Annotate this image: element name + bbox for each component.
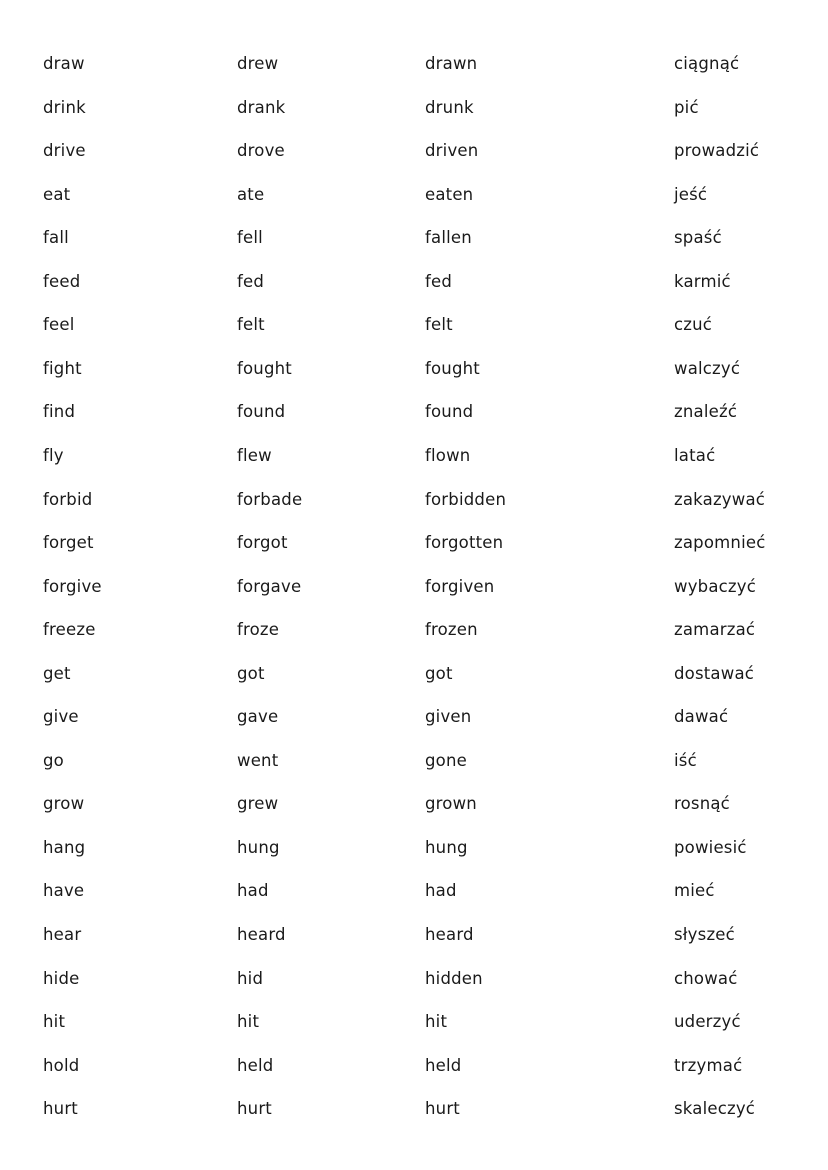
- past-participle: given: [425, 707, 472, 727]
- verb-row: [0, 925, 828, 955]
- verb-row: [0, 838, 828, 868]
- past-simple: forgot: [237, 533, 288, 552]
- past-participle: gone: [425, 750, 467, 770]
- polish-translation: powiesić: [674, 837, 747, 857]
- verb-row: [0, 664, 828, 694]
- base-form: hurt: [43, 1099, 78, 1119]
- base-form: forget: [43, 533, 94, 552]
- base-form: forgive: [43, 576, 102, 596]
- base-form: get: [43, 663, 71, 683]
- base-form: have: [43, 881, 85, 901]
- base-form: hold: [43, 1055, 80, 1075]
- polish-translation: zamarzać: [674, 620, 756, 640]
- past-participle: eaten: [425, 184, 474, 204]
- past-participle: hurt: [425, 1099, 460, 1119]
- past-participle: hit: [425, 1012, 448, 1032]
- verb-row: [0, 359, 828, 389]
- polish-translation: mieć: [674, 881, 715, 901]
- past-participle: hung: [425, 837, 468, 857]
- past-simple: hid: [237, 968, 264, 988]
- verb-row: [0, 315, 828, 345]
- past-simple: drew: [237, 54, 279, 73]
- base-form: forbid: [43, 489, 93, 509]
- verb-row: [0, 969, 828, 999]
- past-participle: heard: [425, 925, 474, 944]
- polish-translation: rosnąć: [674, 794, 730, 814]
- polish-translation: iść: [674, 750, 697, 770]
- past-participle: forbidden: [425, 489, 507, 509]
- polish-translation: skaleczyć: [674, 1099, 756, 1119]
- verb-row: [0, 402, 828, 432]
- polish-translation: ciągnąć: [674, 54, 740, 73]
- polish-translation: trzymać: [674, 1055, 743, 1075]
- past-simple: heard: [237, 925, 286, 944]
- past-simple: fell: [237, 228, 263, 248]
- base-form: fight: [43, 358, 82, 378]
- base-form: freeze: [43, 620, 96, 640]
- base-form: feel: [43, 315, 75, 335]
- polish-translation: dostawać: [674, 663, 755, 683]
- past-simple: flew: [237, 445, 272, 465]
- base-form: drive: [43, 141, 86, 161]
- verb-row: [0, 228, 828, 258]
- base-form: give: [43, 707, 79, 727]
- polish-translation: wybaczyć: [674, 576, 757, 596]
- base-form: find: [43, 402, 76, 422]
- verb-row: [0, 533, 828, 563]
- past-simple: found: [237, 402, 286, 422]
- base-form: hide: [43, 968, 80, 988]
- past-simple: ate: [237, 184, 265, 204]
- verb-row: [0, 272, 828, 302]
- past-simple: froze: [237, 620, 280, 640]
- past-participle: fallen: [425, 228, 472, 248]
- polish-translation: znaleźć: [674, 402, 738, 422]
- verb-row: [0, 1056, 828, 1086]
- base-form: drink: [43, 97, 86, 117]
- past-simple: hit: [237, 1012, 260, 1032]
- past-simple: went: [237, 750, 279, 770]
- past-participle: flown: [425, 445, 471, 465]
- polish-translation: spaść: [674, 228, 722, 248]
- past-simple: drank: [237, 97, 286, 117]
- polish-translation: latać: [674, 445, 716, 465]
- base-form: go: [43, 750, 64, 770]
- past-simple: hurt: [237, 1099, 272, 1119]
- past-participle: drawn: [425, 54, 478, 73]
- past-simple: held: [237, 1055, 274, 1075]
- base-form: fly: [43, 445, 64, 465]
- verb-row: [0, 490, 828, 520]
- base-form: eat: [43, 184, 71, 204]
- polish-translation: zakazywać: [674, 489, 766, 509]
- past-simple: forbade: [237, 489, 303, 509]
- past-participle: frozen: [425, 620, 478, 640]
- polish-translation: zapomnieć: [674, 533, 766, 552]
- past-participle: fed: [425, 271, 453, 291]
- verb-row: [0, 1099, 828, 1129]
- polish-translation: karmić: [674, 271, 731, 291]
- past-participle: forgotten: [425, 533, 504, 552]
- base-form: fall: [43, 228, 69, 248]
- base-form: feed: [43, 271, 81, 291]
- base-form: draw: [43, 54, 85, 73]
- past-simple: drove: [237, 141, 285, 161]
- past-simple: forgave: [237, 576, 302, 596]
- base-form: grow: [43, 794, 85, 814]
- past-participle: held: [425, 1055, 462, 1075]
- polish-translation: pić: [674, 97, 699, 117]
- past-simple: fought: [237, 358, 292, 378]
- verb-row: [0, 794, 828, 824]
- verb-row: [0, 98, 828, 128]
- past-participle: found: [425, 402, 474, 422]
- polish-translation: dawać: [674, 707, 729, 727]
- verb-row: [0, 577, 828, 607]
- polish-translation: walczyć: [674, 358, 741, 378]
- past-participle: grown: [425, 794, 477, 814]
- verb-row: [0, 54, 828, 84]
- base-form: hang: [43, 837, 86, 857]
- past-simple: got: [237, 663, 265, 683]
- base-form: hear: [43, 925, 82, 944]
- verb-row: [0, 707, 828, 737]
- past-participle: driven: [425, 141, 479, 161]
- past-participle: had: [425, 881, 457, 901]
- polish-translation: chować: [674, 968, 738, 988]
- past-simple: fed: [237, 271, 265, 291]
- polish-translation: jeść: [674, 184, 708, 204]
- verb-row: [0, 751, 828, 781]
- past-participle: fought: [425, 358, 480, 378]
- polish-translation: słyszeć: [674, 925, 735, 944]
- past-simple: felt: [237, 315, 265, 335]
- verb-row: [0, 141, 828, 171]
- past-participle: forgiven: [425, 576, 495, 596]
- verb-row: [0, 1012, 828, 1042]
- past-simple: hung: [237, 837, 280, 857]
- verb-row: [0, 185, 828, 215]
- verb-row: [0, 881, 828, 911]
- polish-translation: czuć: [674, 315, 713, 335]
- past-participle: hidden: [425, 968, 483, 988]
- polish-translation: uderzyć: [674, 1012, 741, 1032]
- past-participle: drunk: [425, 97, 474, 117]
- polish-translation: prowadzić: [674, 141, 760, 161]
- past-simple: had: [237, 881, 269, 901]
- past-simple: grew: [237, 794, 279, 814]
- verb-row: [0, 620, 828, 650]
- past-participle: got: [425, 663, 453, 683]
- past-participle: felt: [425, 315, 453, 335]
- past-simple: gave: [237, 707, 279, 727]
- verb-row: [0, 446, 828, 476]
- base-form: hit: [43, 1012, 66, 1032]
